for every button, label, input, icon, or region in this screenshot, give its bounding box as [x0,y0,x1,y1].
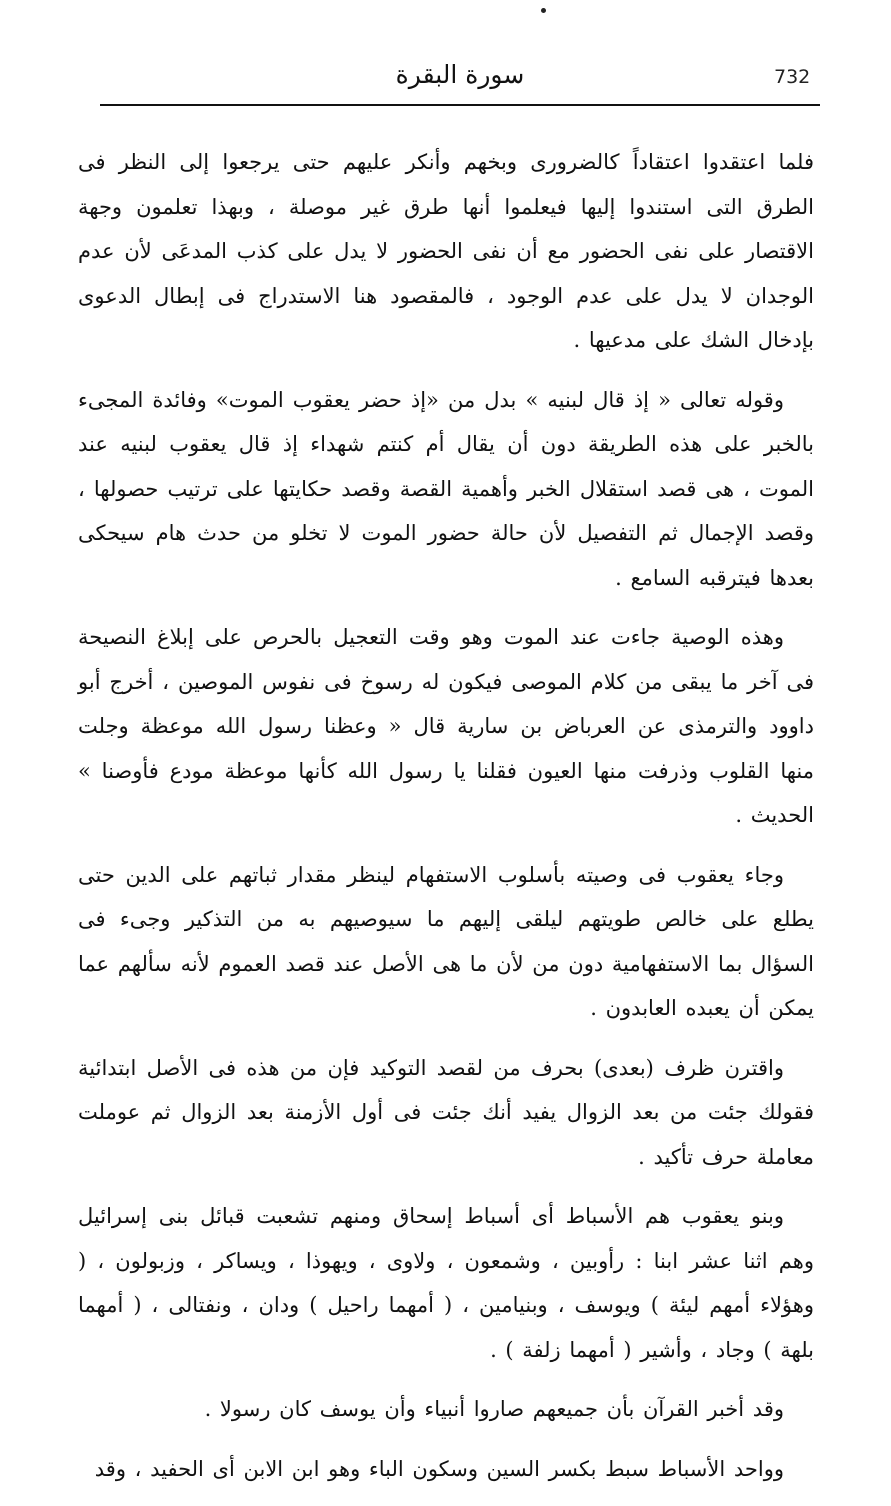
page-body [78,140,814,1506]
paragraph-5: واقترن ظرف (بعدى) بحرف من لقصد التوكيد فإن من هذه فى الأصل ابتدائية فقولك جئت من بعد الزوال يفيد أنك جئت فى أول الأزمنة بعد الزوال ثم عوملت معاملة حرف تأكيد . [78,1055,814,1169]
paragraph-2: وقوله تعالى « إذ قال لبنيه » بدل من «إذ حضر يعقوب الموت» وفائدة المجىء بالخبر على هذه الطريقة دون أن يقال أم كنتم شهداء إذ قال يعقوب لبنيه عند الموت ، هى قصد استقلال الخبر وأهمية القصة وقصد حكايتها على ترتيب حصولها ، وقصد الإجمال ثم التفصيل لأن حالة حضور الموت لا تخلو من حدث هام سيحكى بعدها فيترقبه السامع . [78,387,814,590]
print-speck [541,8,546,13]
paragraph-6: وبنو يعقوب هم الأسباط أى أسباط إسحاق ومنهم تشعبت قبائل بنى إسرائيل وهم اثنا عشر ابنا : رأوبين ، وشمعون ، ولاوى ، ويهوذا ، ويساكر ، وزبولون ، ( وهؤلاء أمهم ليئة ) ويوسف ، وبنيامين ، ( أمهما راحيل ) ودان ، ونفتالى ، ( أمهما بلهة ) وجاد ، وأشير ( أمهما زلفة ) . [78,1204,814,1362]
paragraph-4: وجاء يعقوب فى وصيته بأسلوب الاستفهام لينظر مقدار ثباتهم على الدين حتى يطلع على خالص طويتهم ليلقى إليهم ما سيوصيهم به من التذكير وجىء فى السؤال بما الاستفهامية دون من لأن ما هى الأصل عند قصد العموم لأنه سألهم عما يمكن أن يعبده العابدون . [78,862,814,1020]
page-number: 732 [774,66,811,88]
paragraph-7: وقد أخبر القرآن بأن جميعهم صاروا أنبياء وأن يوسف كان رسولا . [204,1397,784,1421]
paragraph-1: فلما اعتقدوا اعتقاداً كالضرورى وبخهم وأنكر عليهم حتى يرجعوا إلى النظر فى الطرق التى استندوا إليها فيعلموا أنها طرق غير موصلة ، وبهذا تعلمون وجهة الاقتصار على نفى الحضور مع أن نفى الحضور لا يدل على كذب المدعَى لأن عدم الوجدان لا يدل على عدم الوجود ، فالمقصود هنا الاستدراج فى إبطال الدعوى بإدخال الشك على مدعيها . [78,150,814,352]
running-title: سورة البقرة [395,60,525,89]
header-rule [100,104,820,106]
page-header [100,52,820,104]
paragraph-8: وواحد الأسباط سبط بكسر السين وسكون الباء وهو ابن الابن أى الحفيد ، وقد [94,1456,784,1481]
paragraph-3: وهذه الوصية جاءت عند الموت وهو وقت التعجيل بالحرص على إبلاغ النصيحة فى آخر ما يبقى من كلام الموصى فيكون له رسوخ فى نفوس الموصين ، أخرج أبو داوود والترمذى عن العرباض بن سارية قال « وعظنا رسول الله موعظة وجلت منها القلوب وذرفت منها العيون فقلنا يا رسول الله كأنها موعظة مودع فأوصنا » الحديث . [78,625,814,827]
